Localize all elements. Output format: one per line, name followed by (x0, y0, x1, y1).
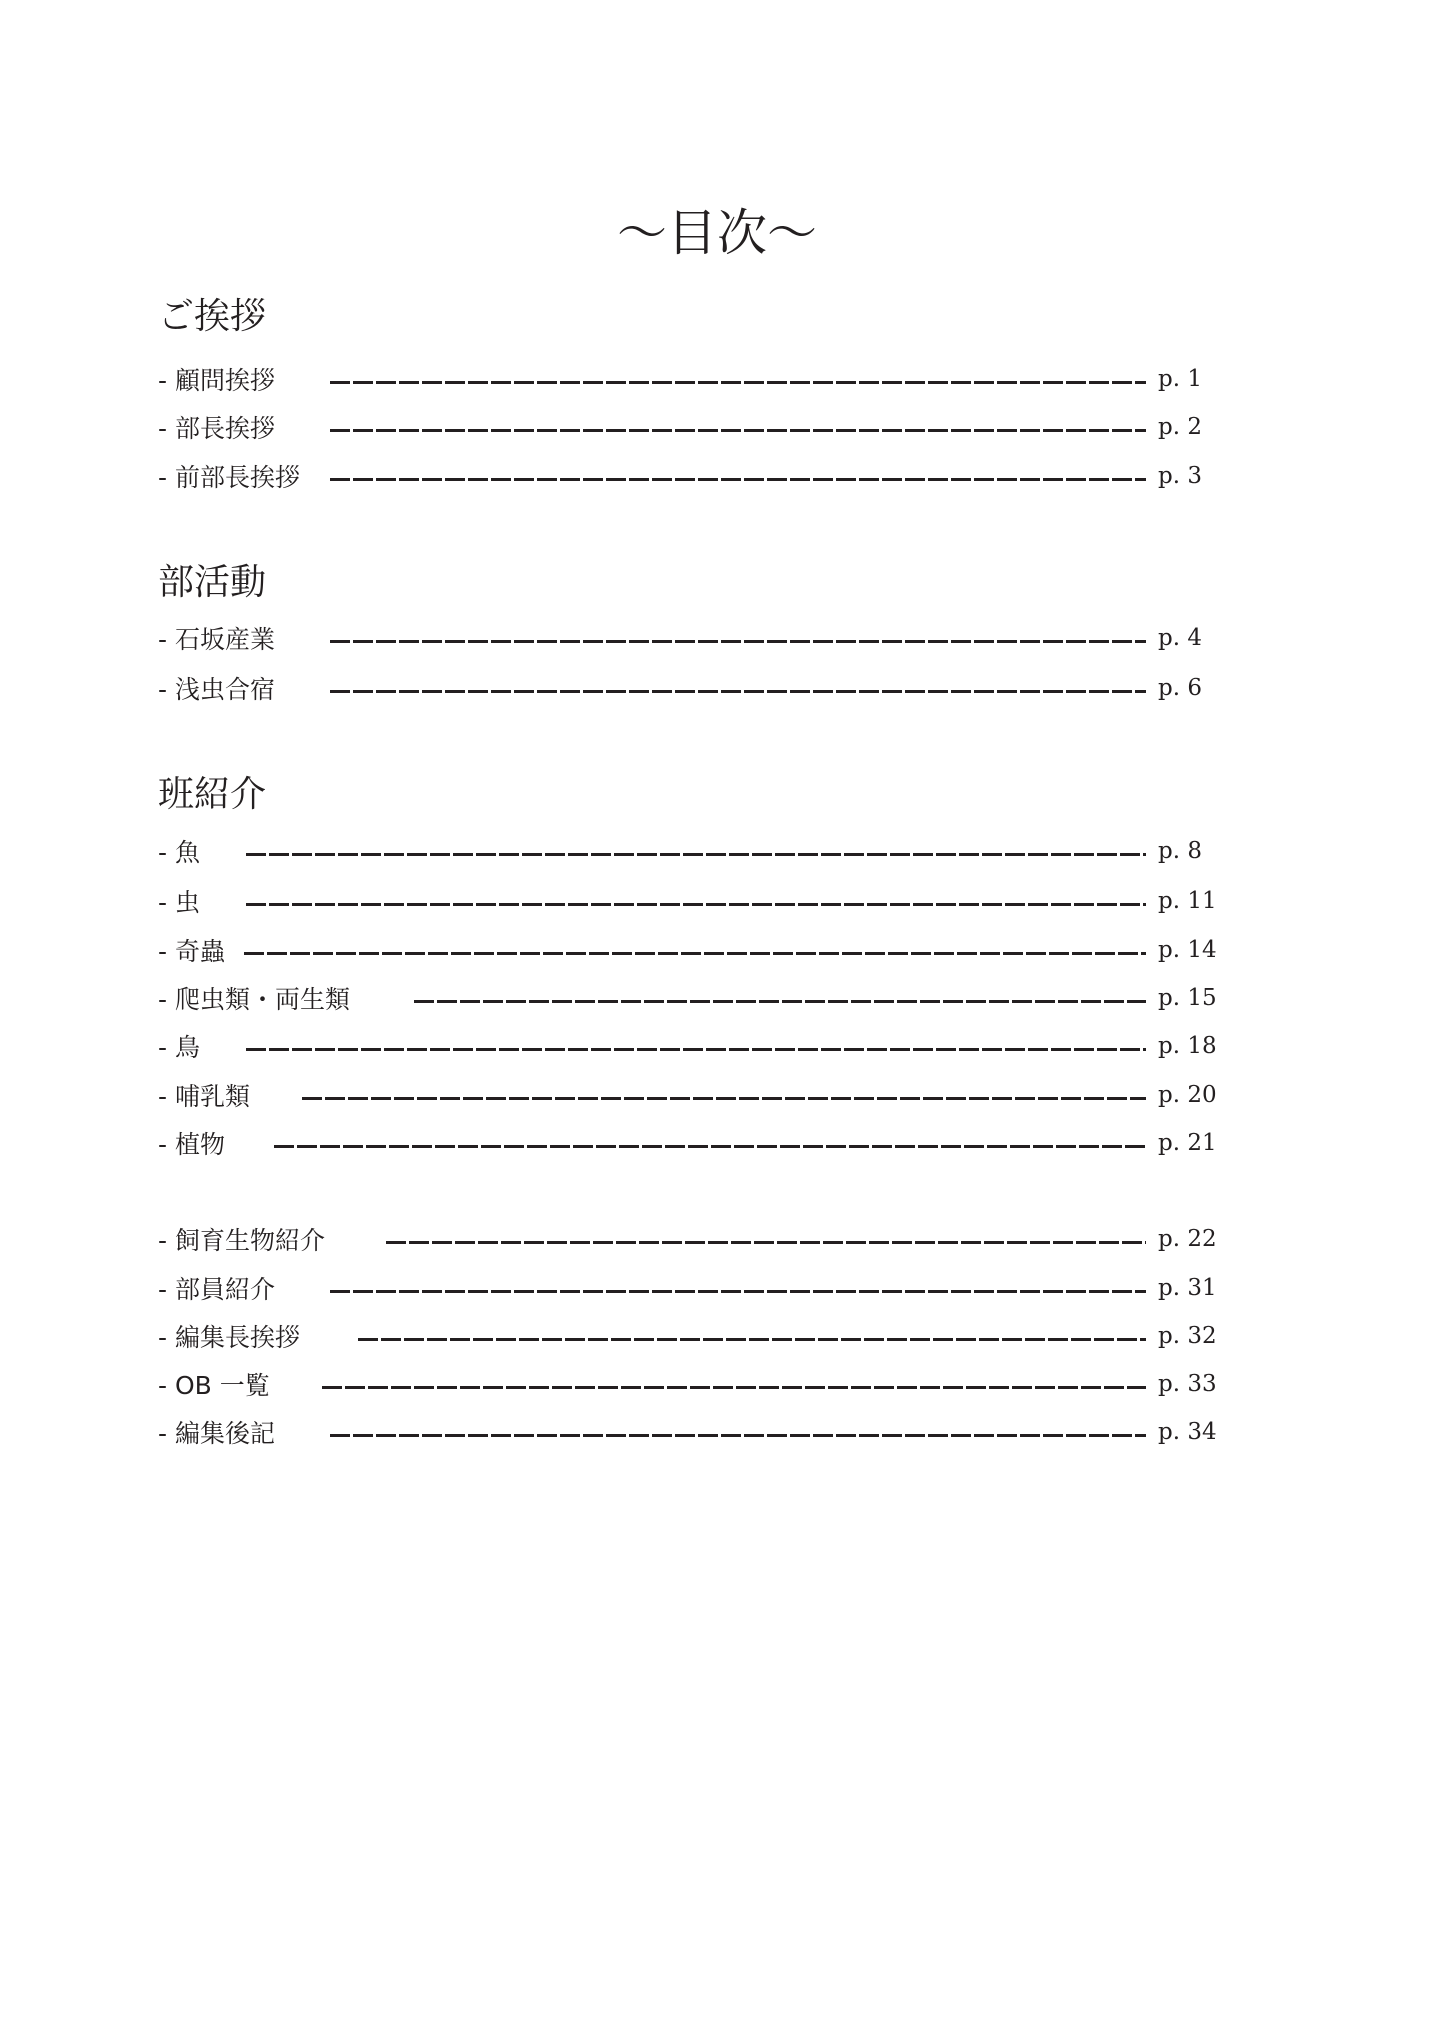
toc-entry[interactable] (158, 1030, 1298, 1066)
dot-leader (358, 1338, 1146, 1341)
toc-entry[interactable] (158, 934, 1298, 970)
toc-entry-label: - 爬虫類・両生類 (158, 985, 350, 1014)
toc-entry-label: - 浅虫合宿 (158, 675, 275, 704)
toc-entry[interactable] (158, 1079, 1298, 1115)
section-heading-club-activities: 部活動 (158, 562, 267, 603)
section-heading-greetings: ご挨拶 (158, 296, 267, 337)
dot-leader (386, 1241, 1146, 1244)
toc-entry-page: p. 11 (1158, 888, 1217, 914)
toc-entry[interactable] (158, 363, 1298, 399)
toc-entry[interactable] (158, 460, 1298, 496)
page-title: ～目次～ (617, 204, 817, 262)
toc-entry-page: p. 31 (1158, 1275, 1217, 1301)
dot-leader (322, 1386, 1146, 1389)
toc-entry-page: p. 20 (1158, 1082, 1217, 1108)
dot-leader (330, 640, 1146, 643)
dot-leader (330, 478, 1146, 481)
toc-entry-label: - 哺乳類 (158, 1082, 250, 1111)
dot-leader (246, 853, 1146, 856)
toc-entry-label: - 鳥 (158, 1033, 200, 1062)
toc-entry-page: p. 14 (1158, 937, 1217, 963)
toc-entry-label: - 飼育生物紹介 (158, 1226, 325, 1255)
dot-leader (330, 381, 1146, 384)
toc-entry[interactable] (158, 1272, 1298, 1308)
dot-leader (330, 690, 1146, 693)
section-heading-group-intro: 班紹介 (158, 774, 267, 815)
toc-entry-label: - 部員紹介 (158, 1275, 275, 1304)
toc-entry-page: p. 15 (1158, 985, 1217, 1011)
toc-entry-label: - OB 一覧 (158, 1371, 270, 1400)
toc-entry-label: - 編集長挨拶 (158, 1323, 300, 1352)
toc-entry-page: p. 6 (1158, 675, 1202, 701)
toc-entry[interactable] (158, 982, 1298, 1018)
toc-entry-page: p. 4 (1158, 625, 1202, 651)
toc-entry-label: - 奇蟲 (158, 937, 225, 966)
toc-entry-label: - 石坂産業 (158, 625, 275, 654)
toc-entry[interactable] (158, 835, 1298, 871)
dot-leader (302, 1097, 1146, 1100)
toc-entry-label: - 植物 (158, 1130, 225, 1159)
toc-entry-page: p. 34 (1158, 1419, 1217, 1445)
toc-entry-page: p. 32 (1158, 1323, 1217, 1349)
toc-entry-label: - 顧問挨拶 (158, 366, 275, 395)
dot-leader (330, 1434, 1146, 1437)
toc-entry-page: p. 3 (1158, 463, 1202, 489)
toc-entry-page: p. 21 (1158, 1130, 1217, 1156)
dot-leader (246, 903, 1146, 906)
toc-entry[interactable] (158, 1416, 1298, 1452)
toc-entry-page: p. 22 (1158, 1226, 1217, 1252)
dot-leader (274, 1145, 1146, 1148)
toc-entry[interactable] (158, 622, 1298, 658)
toc-entry-label: - 虫 (158, 888, 200, 917)
toc-entry-page: p. 2 (1158, 414, 1202, 440)
toc-entry-page: p. 18 (1158, 1033, 1217, 1059)
dot-leader (244, 952, 1146, 955)
toc-entry-label: - 編集後記 (158, 1419, 275, 1448)
toc-entry-page: p. 33 (1158, 1371, 1217, 1397)
toc-entry-page: p. 1 (1158, 366, 1202, 392)
toc-entry[interactable] (158, 1223, 1298, 1259)
toc-entry[interactable] (158, 672, 1298, 708)
toc-entry-label: - 前部長挨拶 (158, 463, 300, 492)
toc-entry-page: p. 8 (1158, 838, 1202, 864)
dot-leader (414, 1000, 1146, 1003)
toc-entry[interactable] (158, 411, 1298, 447)
toc-entry[interactable] (158, 1320, 1298, 1356)
toc-entry[interactable] (158, 1127, 1298, 1163)
toc-entry[interactable] (158, 885, 1298, 921)
dot-leader (330, 1290, 1146, 1293)
toc-entry[interactable] (158, 1368, 1298, 1404)
toc-entry-label: - 部長挨拶 (158, 414, 275, 443)
dot-leader (246, 1048, 1146, 1051)
dot-leader (330, 429, 1146, 432)
toc-entry-label: - 魚 (158, 838, 200, 867)
